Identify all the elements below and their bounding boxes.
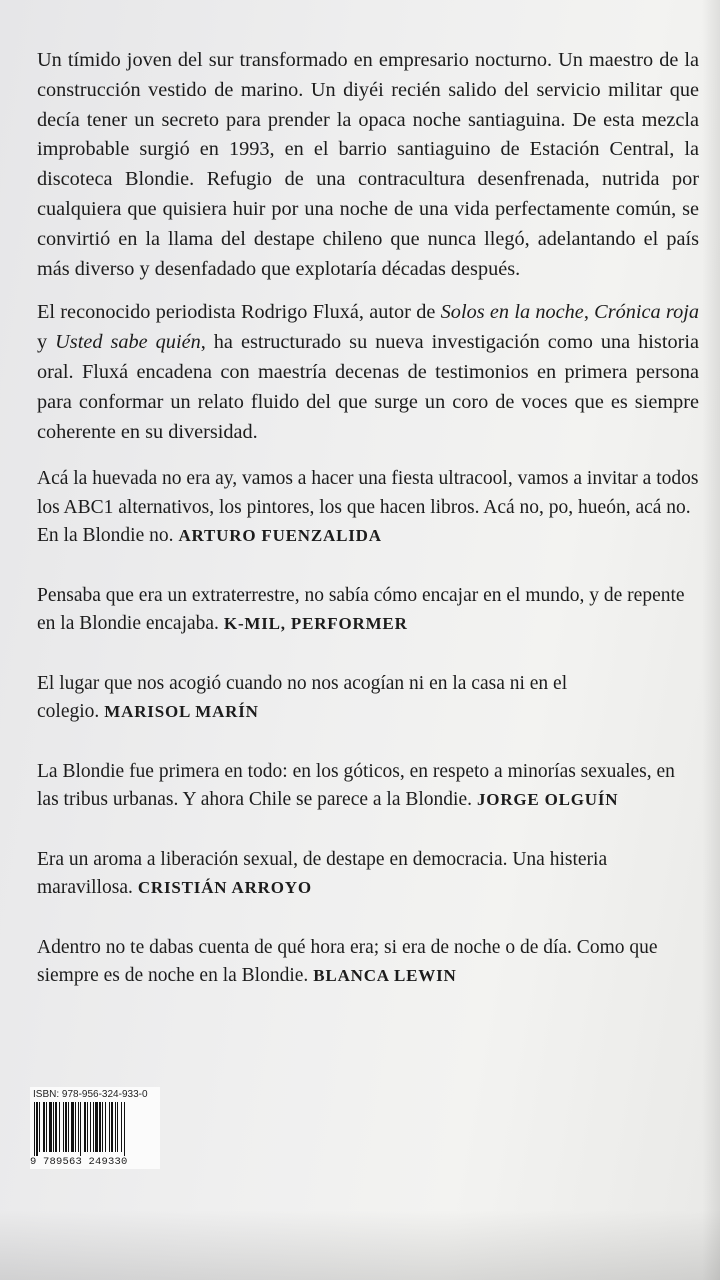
barcode-bar <box>65 1102 67 1152</box>
cover-text <box>37 46 699 991</box>
barcode-bar <box>115 1102 116 1152</box>
quote-speaker: MARISOL MARÍN <box>104 702 259 722</box>
book-title-1: Solos en la noche <box>440 301 584 324</box>
quote-text: Acá la huevada no era ay, vamos a hacer una fiesta ultracool, vamos a invitar a todos los ABC1 alternativos, los pintores, los que hacen libros. Acá no, po, hueón, acá no. En la Blondie no. <box>37 468 699 547</box>
book-title-3: Usted sabe quién <box>55 331 201 354</box>
book-title-2: Crónica roja <box>594 301 699 324</box>
barcode-bar <box>90 1102 91 1152</box>
barcode-bar <box>99 1102 101 1152</box>
quote-speaker: ARTURO FUENZALIDA <box>178 526 382 546</box>
quote-text: La Blondie fue primera en todo: en los góticos, en respeto a minorías sexuales, en las tribus urbanas. Y ahora Chile se parece a la Blondie. <box>37 760 675 811</box>
quote-speaker: BLANCA LEWIN <box>313 966 457 986</box>
testimonial-quote <box>37 846 699 903</box>
barcode-bar <box>39 1102 40 1152</box>
quote-text: Adentro no te dabas cuenta de qué hora era; si era de noche o de día. Como que siempre es de noche en la Blondie. <box>37 936 658 987</box>
barcode-digits: 9 789563 249330 <box>30 1156 128 1168</box>
barcode-bar <box>71 1102 74 1152</box>
synopsis-paragraph: Un tímido joven del sur transformado en empresario nocturno. Un maestro de la construcción vestido de marino. Un diyéi recién salido del servicio militar que decía tener un secreto para prender la opaca noche santiaguina. De esta mezcla improbable surgió en 1993, en el barrio santiaguino de Estación Central, la discoteca Blondie. Refugio de una contracultura desenfrenada, nutrida por cualquiera que quisiera huir por una noche de una vida perfectamente común, se convirtió en la llama del destape chileno que nunca llegó, adelantando el país más diverso y desenfadado que explotaría décadas después. <box>37 49 699 280</box>
barcode-bar <box>95 1102 98 1152</box>
barcode-bar <box>59 1102 60 1152</box>
quote-speaker: CRISTIÁN ARROYO <box>137 878 312 898</box>
barcode-bar <box>55 1102 57 1152</box>
page-bottom-shadow <box>0 1210 720 1280</box>
barcode-bar <box>46 1102 47 1152</box>
page-edge-shadow <box>702 0 720 1280</box>
quote-speaker: JORGE OLGUÍN <box>477 790 619 810</box>
separator-2: y <box>37 331 56 354</box>
barcode-bar <box>84 1102 86 1152</box>
author-text-2: , ha estructurado su nueva investigación como una historia oral. Fluxá encadena con maestría decenas de testimonios en primera persona para conformar un relato fluido del que surge un coro de voces que es siempre coherente en su diversidad. <box>37 331 699 443</box>
isbn-label: ISBN: 978-956-324-933-0 <box>33 1089 148 1100</box>
barcode-bar <box>75 1102 76 1152</box>
testimonial-quote <box>37 465 699 551</box>
separator-1: , <box>583 301 595 324</box>
barcode-bar <box>87 1102 88 1152</box>
author-paragraph <box>37 298 699 447</box>
isbn-barcode <box>30 1087 160 1169</box>
testimonial-quote <box>37 582 699 639</box>
barcode-bar <box>105 1102 106 1152</box>
barcode-bar <box>111 1102 113 1152</box>
barcode-bar <box>102 1102 103 1152</box>
barcode-bar <box>36 1102 38 1156</box>
barcode-bar <box>43 1102 45 1152</box>
barcode-bars <box>33 1102 157 1156</box>
quote-text: Era un aroma a liberación sexual, de destape en democracia. Una histeria maravillosa. <box>37 848 608 899</box>
testimonial-quote <box>37 758 699 815</box>
author-text-1: El reconocido periodista Rodrigo Fluxá, autor de <box>37 301 441 324</box>
barcode-bar <box>53 1102 54 1152</box>
barcode-bar <box>49 1102 52 1152</box>
barcode-bar <box>93 1102 94 1152</box>
barcode-bar <box>78 1102 79 1152</box>
quote-text: Pensaba que era un extraterrestre, no sabía cómo encajar en el mundo, y de repente en la Blondie encajaba. <box>37 584 685 635</box>
barcode-bar <box>34 1102 35 1156</box>
barcode-bar <box>63 1102 64 1152</box>
barcode-bar <box>80 1102 81 1156</box>
quote-text: El lugar que nos acogió cuando no nos acogían ni en la casa ni en el colegio. <box>37 672 568 723</box>
testimonial-quote <box>37 934 699 991</box>
barcode-bar <box>124 1102 125 1156</box>
quote-speaker: K-MIL, PERFORMER <box>223 614 408 634</box>
barcode-bar <box>117 1102 118 1152</box>
barcode-bar <box>121 1102 122 1152</box>
testimonial-quote <box>37 670 699 727</box>
barcode-bar <box>109 1102 110 1152</box>
barcode-bar <box>68 1102 69 1152</box>
